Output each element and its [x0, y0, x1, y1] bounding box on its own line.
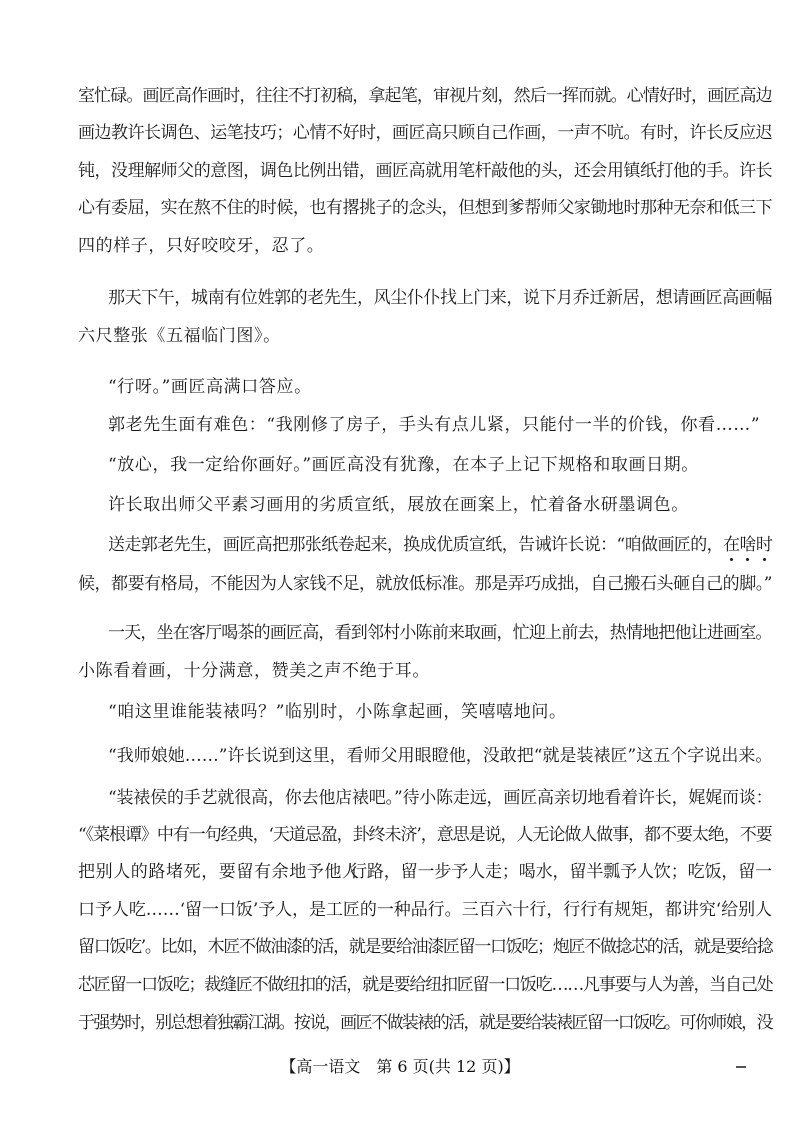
text-line: 六尺整张《五福临门图》。: [78, 326, 281, 346]
corner-mark: [736, 1066, 746, 1068]
text-line: “行呀。”画匠高满口答应。: [108, 377, 312, 397]
text-line: “装裱侯的手艺就很高，你去他店裱吧。”待小陈走远，画匠高亲切地看着许长，娓娓而谈：: [108, 788, 773, 808]
text-line: 钝，没理解师父的意图，调色比例出错，画匠高就用笔杆敲他的头，还会用镇纸打他的手。许长: [78, 161, 773, 181]
text-line: 候，都要有格局，不能因为人家钱不足，就放低标准。那是弄巧成拙，自己搬石头砸自己的脚。”: [78, 574, 772, 594]
emphasis-char: 时: [755, 535, 773, 555]
text-line: “放心，我一定给你画好。”画匠高没有犹豫，在本子上记下规格和取画日期。: [108, 455, 699, 475]
text-line: 芯匠留一口饭吃；裁缝匠不做纽扣的活，就是要给纽扣匠留一口饭吃……凡事要与人为善，当自己处: [78, 975, 773, 995]
text-line: 口予人吃……‘留一口饭’予人，是工匠的一种品行。三百六十行，行行有规矩，都讲究‘给别人: [78, 900, 773, 920]
emphasis-char: 啥: [739, 535, 756, 555]
text-line: 画边教许长调色、运笔技巧；心情不好时，画匠高只顾自己作画，一声不吭。有时，许长反应迟: [78, 123, 773, 143]
text-line: “我师娘她……”许长说到这里，看师父用眼瞪他，没敢把“就是装裱匠”这五个字说出来。: [108, 746, 773, 766]
text-line: 室忙碌。画匠高作画时，往往不打初稿，拿起笔，审视片刻，然后一挥而就。心情好时，画匠高边: [78, 86, 772, 106]
text-line: 心有委屈，实在熬不住的时候，也有撂挑子的念头，但想到爹帮师父家锄地时那种无奈和低三下: [78, 198, 773, 218]
text-line: 郭老先生面有难色：“我刚修了房子，手头有点儿紧，只能付一半的价钱，你看……”: [108, 415, 761, 435]
text-line: 四的样子，只好咬咬牙，忍了。: [78, 236, 325, 256]
text-line: 于强势时，别总想着独霸江湖。按说，画匠不做装裱的活，就是要给装裱匠留一口饭吃。可你师娘，没: [78, 1013, 772, 1033]
text-line-with-emphasis: [108, 533, 772, 557]
text-line: “《菜根谭》中有一句经典，‘天道忌盈，卦终未济’，意思是说，人无论做人做事，都不要太绝，不要: [78, 825, 772, 845]
text-line: “咱这里谁能装裱吗？”临别时，小陈拿起画，笑嘻嘻地问。: [108, 702, 567, 722]
emphasis-char: 在: [723, 535, 740, 555]
text-line-start: 把别人的路堵死，要留有余地予他人: [78, 862, 360, 882]
text-line: 许长取出师父平素习画用的劣质宣纸，展放在画案上，忙着备水研墨调色。: [108, 495, 689, 515]
text-line: 那天下午，城南有位姓郭的老先生，风尘仆仆找上门来，说下月乔迁新居，想请画匠高画幅: [108, 288, 772, 308]
text-line-end: 行路，留一步予人走；喝水，留半瓢予人饮；吃饭，留一: [350, 862, 772, 882]
text-line: 一天，坐在客厅喝茶的画匠高，看到邻村小陈前来取画，忙迎上前去，热情地把他让进画室。: [108, 623, 772, 643]
text-segment: 送走郭老先生，画匠高把那张纸卷起来，换成优质宣纸，告诫许长说：“咱做画匠的，: [108, 535, 724, 555]
text-line: 小陈看着画，十分满意，赞美之声不绝于耳。: [78, 661, 430, 681]
text-line: 留口饭吃’。比如，木匠不做油漆的活，就是要给油漆匠留一口饭吃；炮匠不做捻芯的活，就是要给捻: [78, 937, 773, 957]
page-footer: 【高一语文 第 6 页(共 12 页)】: [280, 1057, 520, 1076]
